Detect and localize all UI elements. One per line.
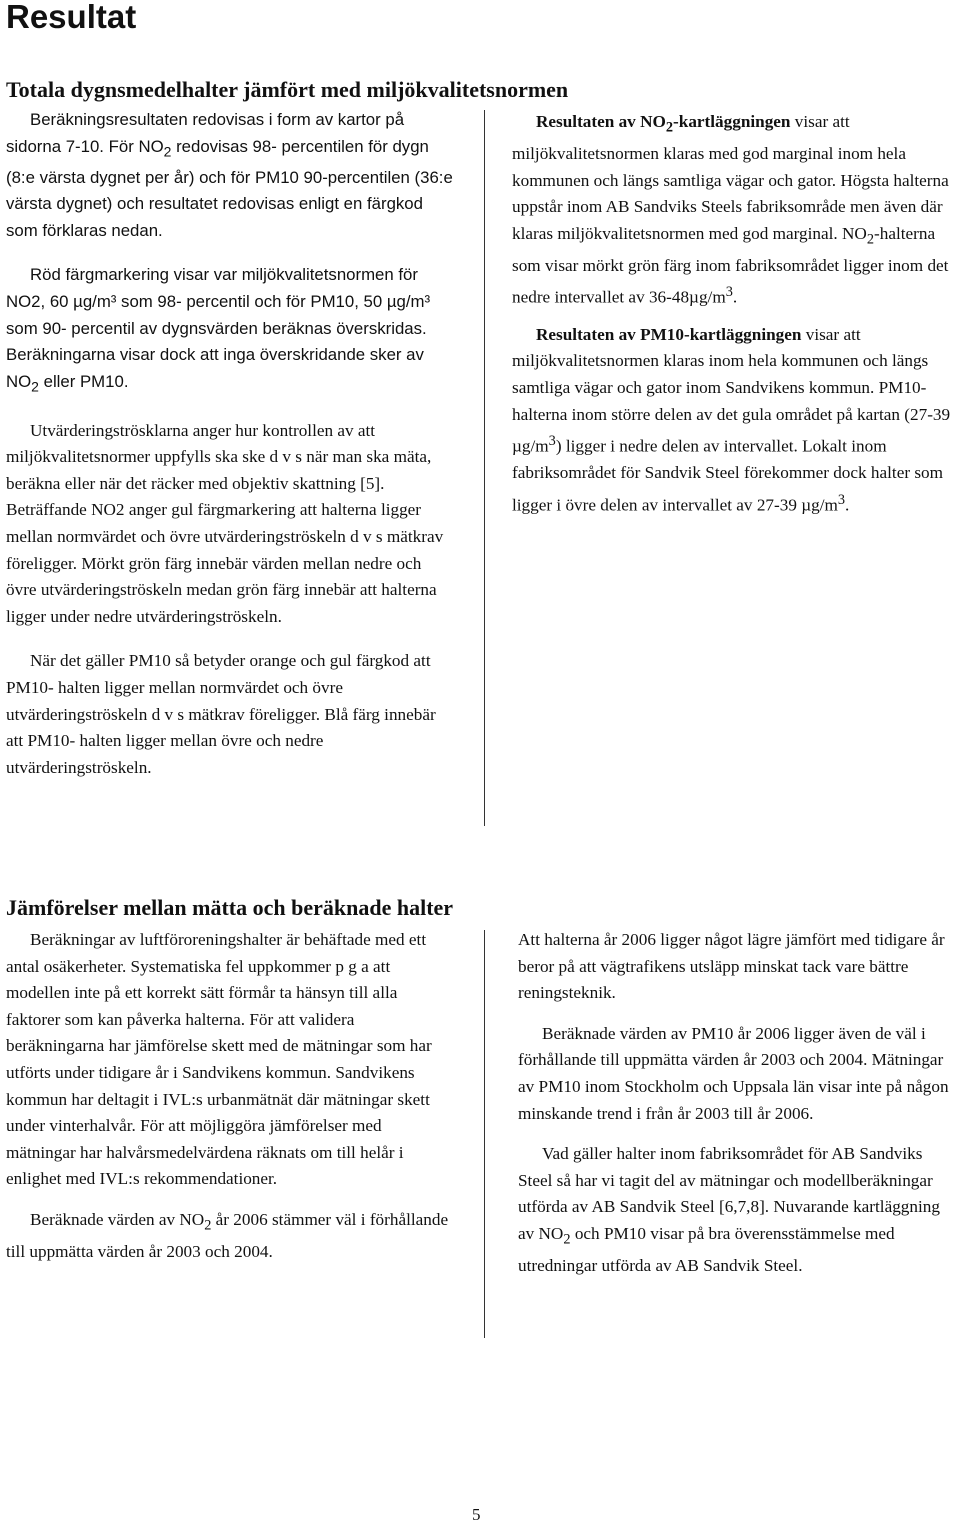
section2-right-column [518, 927, 958, 1280]
paragraph: Beräkningsresultaten redovisas i form av kartor på sidorna 7-10. För $NO_2$ redovisas 98- percentilen för dygn (8:e värsta dygnet per år) och för PM10 90-percentilen (36:e värsta dygnet) och resultatet redovisas enligt en färgkod som förklaras nedan. [6, 110, 453, 240]
section-title-results: Totala dygnsmedelhalter jämfört med miljökvalitetsnormen [6, 77, 569, 102]
paragraph: Beräknade värden av $NO_2$ år 2006 stämmer väl i förhållande till uppmätta värden år 2003 och 2004. [6, 1209, 449, 1261]
paragraph: Beräknade värden av PM10 år 2006 ligger även de väl i förhållande till uppmätta värden år 2003 och 2004. Mätningar av PM10 inom Stockholm och Uppsala län visar inte på någon minskande trend i från år 2003 till år 2006. [518, 1023, 949, 1123]
paragraph: Utvärderingströsklarna anger hur kontrollen av att miljökvalitetsnormer uppfylls ska ske d v s när man ska mäta, beräkna eller när det räcker med objektiv skattning [5]. Beträffande NO2 anger gul färgmarkering att halterna ligger mellan normvärdet och övre utvärderingströskeln d v s mätkrav föreligger. Mörkt grön färg innebär värden mellan nedre och övre utvärderingströskeln medan grön färg innebär att halterna ligger under nedre utvärderingströskeln. [6, 420, 444, 626]
paragraph: Röd färgmarkering visar var miljökvalitetsnormen för NO2, 60 µg/m³ som 98- percentil och för PM10, 50 µg/m³ som 90- percentil av dygnsvärden beräknas överskridas. Beräkningarna visar dock att inga överskridande sker av $NO_2$ eller PM10. [6, 265, 431, 395]
column-divider [484, 930, 485, 1338]
page-number: 5 [472, 1505, 481, 1524]
paragraph: Beräkningar av luftföroreningshalter är behäftade med ett antal osäkerheter. Systematiska fel uppkommer p g a att modellen inte på ett korrekt sätt förmår ta hänsyn till alla faktorer som kan påverka halterna. För att validera beräkningarna har jämförelse skett med de mätningar som har utförts under tidigare år i Sandvikens kommun. Sandvikens kommun har deltagit i IVL:s urbanmätnät där mätningar skett under vinterhalvår. För att möjliggöra jämförelser med mätningar har halvårsmedelvärdena räknats om till helår i enlighet med IVL:s rekommendationer. [6, 930, 432, 1189]
paragraph: Vad gäller halter inom fabriksområdet för AB Sandviks Steel så har vi tagit del av mätningar och modellberäkningar utförda av AB Sandvik Steel [6,7,8]. Nuvarande kartläggning av $NO_2$ och PM10 visar på bra överensstämmelse med utredningar utförda av AB Sandvik Steel. [518, 1144, 940, 1275]
paragraph: Resultaten av PM10-kartläggningen visar att miljökvalitetsnormen klaras inom hela kommunen och längs samtliga vägar och gator inom Sandvikens kommun. PM10-halterna inom större delen av det gula området på kartan (27-39 $\mu g/m^3$) ligger i nedre delen av intervallet. Lokalt inom fabriksområdet för Sandvik Steel förekommer dock halter som ligger i övre delen av intervallet av 27-39 $\mu g/m^3$. [512, 324, 951, 515]
column-divider [484, 110, 485, 826]
page-title: Resultat [6, 0, 137, 35]
section2-left-column [6, 927, 454, 1266]
paragraph: Resultaten av $NO_2$-kartläggningen visar att miljökvalitetsnormen klaras med god marginal inom hela kommunen och längs samtliga vägar och gator. Högsta halterna uppstår inom AB Sandviks Steels fabriksområde men även där klaras miljökvalitetsnormen med god marginal. $NO_2$-halterna som visar mörkt grön färg inom fabriksområdet ligger inom det nedre intervallet av $36-48\mu g/m^3$. [512, 112, 949, 308]
section1-right-column [512, 109, 956, 519]
section1-left-column [6, 107, 454, 781]
section-title-comparisons: Jämförelser mellan mätta och beräknade halter [6, 895, 454, 920]
paragraph: När det gäller PM10 så betyder orange och gul färgkod att PM10- halten ligger mellan normvärdet och övre utvärderingströskeln d v s mätkrav föreligger. Blå färg innebär att PM10- halten ligger mellan övre och nedre utvärderingströskeln. [6, 651, 436, 777]
paragraph: Att halterna år 2006 ligger något lägre jämfört med tidigare år beror på att vägtrafikens utsläpp minskat tack vare bättre reningsteknik. [518, 930, 945, 1003]
